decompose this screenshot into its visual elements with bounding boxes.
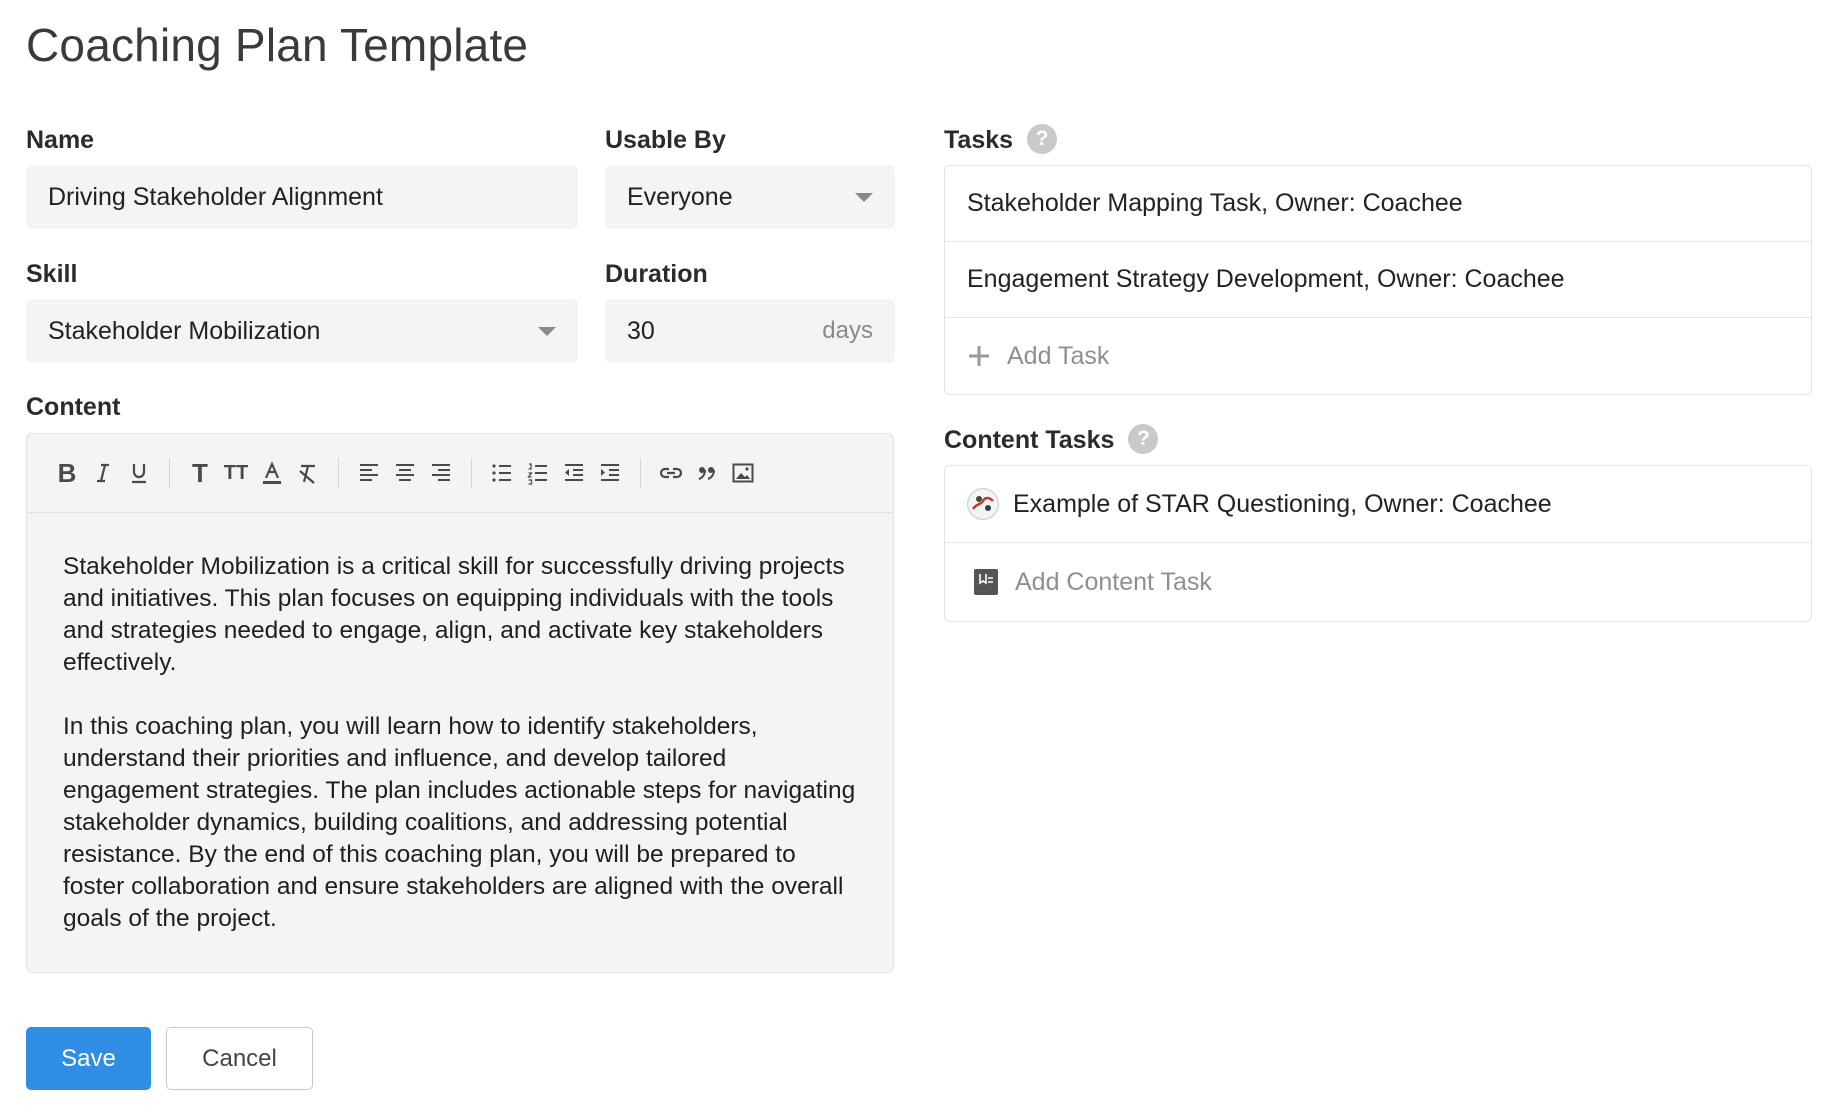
help-icon[interactable]: ? (1027, 124, 1057, 154)
skill-value: Stakeholder Mobilization (48, 316, 321, 345)
text-size-icon[interactable]: TT (223, 461, 249, 484)
chevron-down-icon (538, 327, 556, 336)
tasks-label: Tasks (944, 126, 1014, 154)
content-tasks-header (944, 426, 1158, 456)
toolbar-divider (169, 458, 170, 488)
align-left-icon[interactable] (353, 455, 385, 491)
task-item-label: Engagement Strategy Development, Owner: Coachee (967, 265, 1565, 293)
quote-icon[interactable] (691, 455, 723, 491)
content-library-icon (973, 568, 999, 596)
content-tasks-list (944, 465, 1812, 622)
editor-toolbar (27, 434, 893, 513)
content-task-item[interactable] (945, 466, 1811, 543)
numbered-list-icon[interactable] (522, 455, 554, 491)
content-label: Content (26, 393, 121, 421)
toolbar-divider (471, 458, 472, 488)
page-title: Coaching Plan Template (26, 19, 529, 71)
toolbar-divider (640, 458, 641, 488)
content-paragraph: In this coaching plan, you will learn how to identify stakeholders, understand their priorities and influence, and develop tailored engagement strategies. The plan includes actionable steps for navigating stakeholder dynamics, building coalitions, and addressing potential resistance. By the end of this coaching plan, you will be prepared to foster collaboration and ensure stakeholders are aligned with the overall goals of the project. (63, 713, 856, 932)
skill-label: Skill (26, 260, 78, 288)
name-input-value: Driving Stakeholder Alignment (48, 182, 383, 211)
add-task-button[interactable] (945, 318, 1811, 394)
content-task-label: Example of STAR Questioning, Owner: Coachee (1013, 489, 1552, 518)
duration-label: Duration (605, 260, 708, 288)
duration-suffix: days (822, 317, 873, 344)
name-input[interactable] (26, 165, 578, 229)
add-task-label: Add Task (1007, 341, 1110, 370)
usable-by-value: Everyone (627, 182, 733, 211)
duration-input[interactable] (605, 299, 895, 363)
plus-icon (967, 344, 991, 368)
content-editor[interactable] (26, 433, 894, 973)
bullet-list-icon[interactable] (486, 455, 518, 491)
chevron-down-icon (855, 193, 873, 202)
outdent-icon[interactable] (558, 455, 590, 491)
content-paragraph: Stakeholder Mobilization is a critical skill for successfully driving projects and initiatives. This plan focuses on equipping individuals with the tools and strategies needed to engage, align, and activate key stakeholders effectively. (63, 553, 845, 676)
italic-icon[interactable] (87, 455, 119, 491)
usable-by-select[interactable] (605, 165, 895, 229)
add-content-task-label: Add Content Task (1015, 567, 1212, 596)
image-icon[interactable] (727, 455, 759, 491)
toolbar-divider (338, 458, 339, 488)
save-button[interactable]: Save (26, 1027, 151, 1090)
cancel-button[interactable]: Cancel (166, 1027, 313, 1090)
clear-format-icon[interactable] (292, 455, 324, 491)
content-tasks-label: Content Tasks (944, 426, 1115, 454)
add-content-task-button[interactable] (945, 543, 1811, 621)
duration-value: 30 (627, 316, 655, 345)
underline-icon[interactable] (123, 455, 155, 491)
tasks-header (944, 126, 1057, 156)
name-label: Name (26, 126, 95, 154)
skill-select[interactable] (26, 299, 578, 363)
font-color-icon[interactable] (256, 455, 288, 491)
task-item-label: Stakeholder Mapping Task, Owner: Coachee (967, 189, 1463, 217)
tasks-list (944, 165, 1812, 395)
text-icon[interactable]: T (192, 457, 208, 488)
task-item[interactable] (945, 166, 1811, 242)
link-icon[interactable] (655, 455, 687, 491)
bold-icon[interactable]: B (57, 457, 77, 488)
task-item[interactable] (945, 242, 1811, 318)
editor-content[interactable] (27, 513, 893, 935)
content-thumbnail-icon (967, 488, 999, 520)
help-icon[interactable]: ? (1128, 424, 1158, 454)
indent-icon[interactable] (594, 455, 626, 491)
align-center-icon[interactable] (389, 455, 421, 491)
align-right-icon[interactable] (425, 455, 457, 491)
usable-by-label: Usable By (605, 126, 726, 154)
